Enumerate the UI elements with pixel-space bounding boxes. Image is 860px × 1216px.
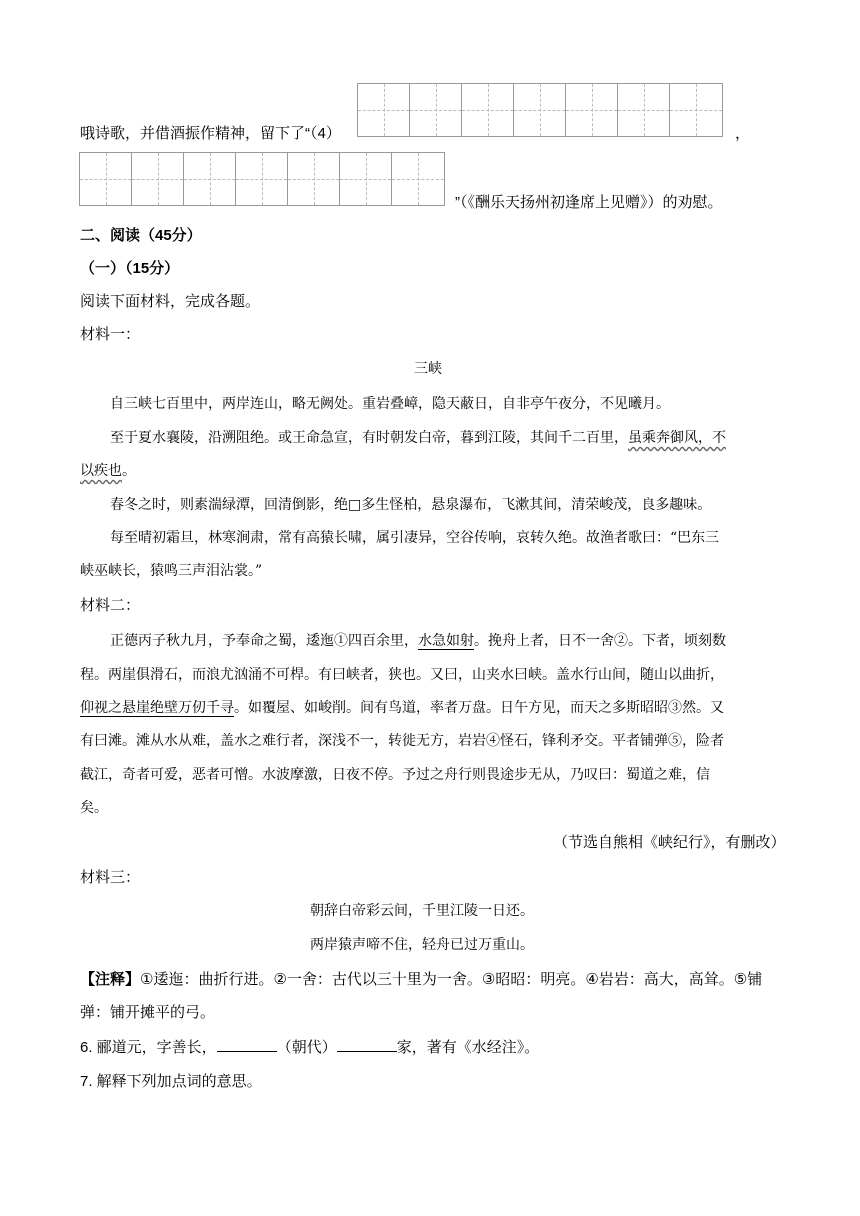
poem-line1-comma: ， — [735, 125, 751, 142]
material1-para1: 自三峡七百里中，两岸连山，略无阙处。重岩叠嶂，隐天蔽日，自非亭午夜分，不见曦月。 — [110, 396, 670, 412]
material2-line2: 程。两崖俱滑石，而浪尤汹涌不可桿。有曰峡者，狭也。又曰，山夹水曰峡。盖水行山间，随山以曲折， — [80, 667, 724, 683]
poem-line1-text: 哦诗歌，并借酒振作精神，留下了“（4） — [80, 125, 341, 142]
poem-line2-text: ”（《酬乐天扬州初逢席上见赠》）的劝慰。 — [455, 194, 723, 211]
material1-para4: 每至晴初霜旦，林寒涧肃，常有高猿长啸，属引凄异，空谷传响，哀转久绝。故渔者歌曰：“巴东三 — [110, 530, 720, 546]
poem-line-1: 朝辞白帝彩云间，千里江陵一日还。 — [310, 903, 534, 919]
note-label: 【注释】 — [80, 971, 141, 988]
material2-line3: 仰视之悬崖绝壁万仞千寻。如覆屋、如峻削。间有鸟道，率者万盘。日午方见，而天之多斯昭昭③然。又 — [80, 700, 724, 716]
material1-para2: 至于夏水襄陵，沿溯阻绝。或王命急宣，有时朝发白帝，暮到江陵，其间千二百里，虽乘奔御风，不 — [110, 430, 726, 446]
poem-line-2: 两岸猿声啼不住，轻舟已过万重山。 — [310, 937, 534, 953]
question-7: 7. 解释下列加点词的意思。 — [80, 1073, 262, 1090]
material1-para4-cont: 峡巫峡长，猿鸣三声泪沾裳。” — [80, 563, 263, 579]
sub-heading: （一）（15分） — [80, 260, 180, 277]
material2-line5: 截江，奇者可爱，恶者可憎。水波摩激，日夜不停。予过之舟行则畏途步无从，乃叹曰：蜀道之难，信 — [80, 767, 710, 783]
blank-profession[interactable] — [337, 1037, 397, 1052]
material2-line6: 矣。 — [80, 800, 108, 816]
material1-para2-cont: 以疾也。 — [80, 463, 136, 479]
material1-title: 三峡 — [414, 361, 442, 377]
material1-para3: 春冬之时，则素湍绿潭，回清倒影，绝□多生怪柏，悬泉瀑布，飞漱其间，清荣峻茂，良多趣味。 — [110, 497, 712, 513]
wavy-underlined-phrase: 虽乘奔御风，不 — [628, 430, 726, 446]
note-line2: 弹：铺开摊平的弓。 — [80, 1004, 216, 1021]
underlined-phrase-1: 水急如射 — [418, 633, 474, 649]
material2-source: （节选自熊相《峡纪行》，有删改） — [553, 834, 786, 851]
underlined-phrase-2: 仰视之悬崖绝壁万仞千寻 — [80, 700, 234, 716]
answer-grid-row2[interactable] — [79, 152, 445, 206]
material2-line4: 有曰滩。滩从水从难，盖水之难行者，深浅不一，转徙无方，岩岩④怪石，锋利矛交。平者铺弹⑤，险者 — [80, 733, 724, 749]
material1-label: 材料一： — [80, 326, 141, 343]
instruction: 阅读下面材料，完成各题。 — [80, 293, 261, 310]
question-6: 6. 郦道元，字善长， （朝代） 家，著有《水经注》。 — [80, 1039, 540, 1056]
blank-dynasty[interactable] — [217, 1037, 277, 1052]
answer-grid-row1[interactable] — [357, 83, 723, 137]
material2-line1: 正德丙子秋九月，予奉命之蜀，逶迤①四百余里，水急如射。挽舟上者，日不一舍②。下者，顷刻数 — [110, 633, 726, 649]
note-line1: 【注释】①逶迤：曲折行进。②一舍：古代以三十里为一舍。③昭昭：明亮。④岩岩：高大，高耸。⑤铺 — [80, 971, 763, 988]
section-heading: 二、阅读（45分） — [80, 227, 202, 244]
material3-label: 材料三： — [80, 869, 141, 886]
material2-label: 材料二： — [80, 597, 141, 614]
